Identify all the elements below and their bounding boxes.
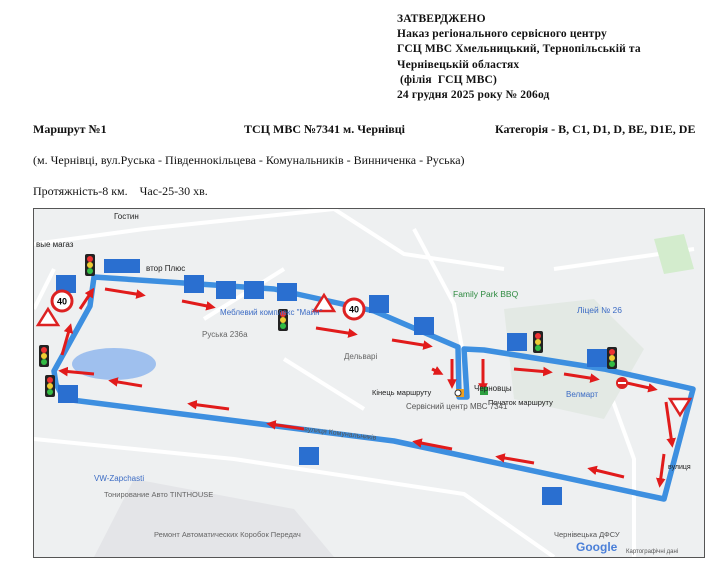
repair-label: Ремонт Автоматических Коробок Передач xyxy=(154,530,301,539)
map-water xyxy=(72,348,156,380)
route-number: Маршрут №1 xyxy=(33,122,107,136)
velmart-label: Велмарт xyxy=(566,390,599,399)
service-center-title: ТСЦ МВС №7341 м. Чернівці xyxy=(244,122,406,136)
kartografiya-label: Картографічні дані xyxy=(626,549,679,555)
pedestrian-crossing-sign-icon xyxy=(58,385,78,403)
ruska-label: Руська 236a xyxy=(202,330,248,339)
mebli-label: Меблевий комплекс "Майн" xyxy=(220,308,323,317)
route-stats: Протяжність-8 км. Час-25-30 хв. xyxy=(33,184,208,198)
speed-limit-sign-icon xyxy=(52,291,72,311)
pedestrian-crossing-sign-icon xyxy=(507,333,527,351)
pedestrian-crossing-sign-icon xyxy=(587,349,607,367)
route-description: (м. Чернівці, вул.Руська - Південнокільцева - Комунальників - Винниченка - Руська) xyxy=(33,153,465,167)
traffic-light-icon xyxy=(85,254,95,276)
school-label: Ліцей № 26 xyxy=(577,305,623,315)
route-map xyxy=(33,208,705,558)
approval-line: ГСЦ МВС Хмельницький, Тернопільській та xyxy=(397,43,641,56)
chernivtsi-label: Чернівецька ДФСУ xyxy=(554,530,620,539)
svg-text:40: 40 xyxy=(56,296,68,307)
traffic-light-icon xyxy=(45,375,55,397)
service-center-label: Сервісний центр МВС 7341 xyxy=(406,402,508,411)
pedestrian-crossing-sign-icon xyxy=(184,275,204,293)
pedestrian-crossing-sign-icon xyxy=(244,281,264,299)
chernovtsy-label: Черновцы xyxy=(474,384,512,393)
vulytsia-label: вулиця xyxy=(668,464,691,471)
svg-text:40: 40 xyxy=(348,304,360,315)
approval-title: ЗАТВЕРДЖЕНО xyxy=(397,13,486,25)
start-label: Початок маршруту xyxy=(488,398,553,407)
speed-limit-sign-icon xyxy=(344,299,364,319)
tint-label: Тонирование Авто TINTHOUSE xyxy=(104,490,214,499)
pedestrian-crossing-sign-icon xyxy=(369,295,389,313)
traffic-light-icon xyxy=(39,345,49,367)
approval-line: Наказ регіонального сервісного центру xyxy=(397,28,607,41)
traffic-light-icon xyxy=(607,347,617,369)
vw-label: VW-Zapchasti xyxy=(94,474,145,483)
pedestrian-crossing-sign-icon xyxy=(277,283,297,301)
google-logo: Google xyxy=(576,540,618,554)
pedestrian-crossing-sign-icon xyxy=(216,281,236,299)
end-label: Кінець маршруту xyxy=(372,388,432,397)
magazyn-label: вые магаз xyxy=(36,240,74,249)
family-park-label: Family Park BBQ xyxy=(453,289,519,299)
vtor-label: втор Плюс xyxy=(146,264,186,273)
comunalnykiv-label: вулиця Комунальників xyxy=(303,426,377,442)
approval-date: 24 грудня 2025 року № 206од xyxy=(397,89,550,102)
gostin-label: Гостин xyxy=(114,212,139,221)
pedestrian-crossing-sign-icon xyxy=(542,487,562,505)
approval-block xyxy=(397,12,641,103)
pedestrian-crossing-sign-icon xyxy=(299,447,319,465)
crossing-warning-sign-icon xyxy=(104,259,140,273)
route-node xyxy=(455,390,461,396)
traffic-light-icon xyxy=(533,331,543,353)
approval-line: Чернівецькій областях xyxy=(397,58,520,71)
pedestrian-crossing-sign-icon xyxy=(414,317,434,335)
approval-line: (філія ГСЦ МВС) xyxy=(397,73,497,86)
delvari-label: Дельварі xyxy=(344,352,378,361)
license-categories: Категорія - В, С1, D1, D, ВЕ, D1E, DE xyxy=(495,122,696,136)
